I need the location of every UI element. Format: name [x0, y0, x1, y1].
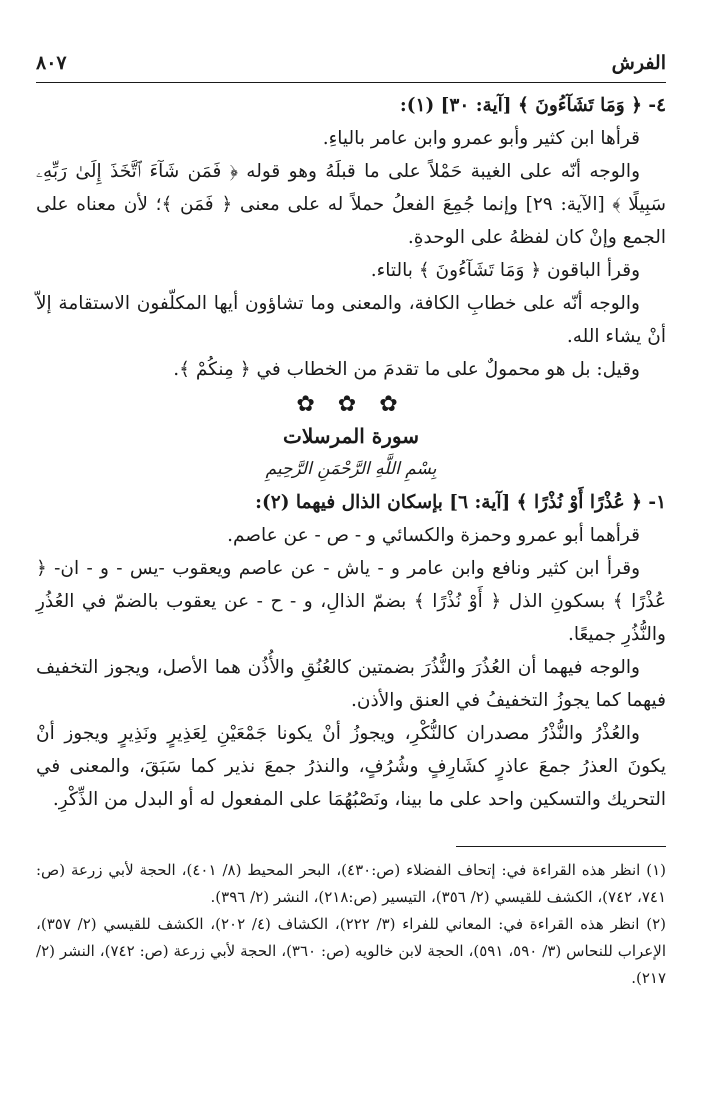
footnote-2: (٢) انظر هذه القراءة في: المعاني للفراء (٣/ ٢٢٢)، الكشاف (٤/ ٢٠٢)، الكشف للقيسي (٢/ ٣٥٧)، الإعراب للنحاس (٣/ ٥٩٠، ٥٩١)، الحجة لابن خالويه (ص: ٣٦٠)، الحجة لأبي زرعة (ص: ٧٤٢)، النشر (٢/ ٢١٧).: [36, 915, 666, 987]
ornament-divider: ✿ ✿ ✿: [296, 392, 406, 417]
paragraph: وقيل: بل هو محمولٌ على ما تقدمَ من الخطاب في ﴿ مِنكُمْ ﴾.: [173, 359, 640, 380]
chapter-title: الفرش: [611, 52, 666, 74]
surah-title: سورة المرسلات: [283, 424, 419, 448]
page-header: [36, 52, 666, 83]
reading-heading-4: ٤- ﴿ وَمَا تَشَآءُونَ ﴾ [آية: ٣٠] (١):: [399, 95, 666, 116]
footnote-separator: [456, 846, 666, 847]
paragraph: والوجه أنّه على الغيبة حَمْلاً على ما قبلَهُ وهو قوله ﴿ فَمَن شَآءَ ٱتَّخَذَ إِلَىٰ رَبِّهِۦ سَبِيلًا ﴾ [الآية: ٢٩] وإنما جُمِعَ الفعلُ حملاً له على معنى ﴿ فَمَن ﴾؛ لأن معناه على الجمع وإنْ كان لفظهُ على الوحدةِ.: [36, 161, 666, 248]
paragraph: والوجه فيهما أن العُذُرَ والنُّذُرَ بضمتين كالعُنُقِ والأُذُن هما الأصل، ويجوز التخفيف فيهما كما يجوزُ التخفيفُ في العنق والأذن.: [36, 657, 666, 711]
book-page: [36, 52, 666, 992]
footnote-1: (١) انظر هذه القراءة في: إتحاف الفضلاء (ص:٤٣٠)، البحر المحيط (٨/ ٤٠١)، الحجة لأبي زرعة (ص: ٧٤١، ٧٤٢)، الكشف للقيسي (٢/ ٣٥٦)، التيسير (ص:٢١٨)، النشر (٢/ ٣٩٦).: [36, 861, 667, 906]
paragraph: وقرأ ابن كثير ونافع وابن عامر و - ياش - عن عاصم ويعقوب -يس - و - ان- ﴿ عُذْرًا ﴾ بسكونِ الذل ﴿ أَوْ نُذْرًا ﴾ بضمّ الذالِ، و - ح - عن يعقوب بالضمّ في العُذُرِ والنُّذُرِ جميعًا.: [36, 558, 666, 645]
reading-heading-1: ١- ﴿ عُذْرًا أَوْ نُذْرًا ﴾ [آية: ٦] بإسكان الذال فيهما (٢):: [255, 492, 666, 513]
paragraph: وقرأ الباقون ﴿ وَمَا تَشَآءُونَ ﴾ بالتاء.: [370, 260, 640, 281]
page-number: ٨٠٧: [36, 52, 67, 74]
paragraph: قرأهما أبو عمرو وحمزة والكسائي و - ص - عن عاصم.: [227, 525, 640, 546]
basmala-calligraphy: بِسْمِ اللَّهِ الرَّحْمَنِ الرَّحِيمِ: [265, 459, 437, 479]
paragraph: قرأها ابن كثير وأبو عمرو وابن عامر بالياءِ.: [322, 128, 640, 149]
paragraph: والوجه أنّه على خطابِ الكافة، والمعنى وما تشاؤون أيها المكلّفون الاستقامة إلاّ أنْ يشاء الله.: [36, 293, 666, 347]
paragraph: والعُذْرُ والنُّذْرُ مصدران كالنُّكْرِ، ويجوزُ أنْ يكونا جَمْعَيْنِ لِعَذِيرٍ ونَذِيرٍ ويجوز أنْ يكونَ العذرُ جمعَ عاذرٍ كشَارِفٍ وشُرُفٍ، والنذرُ جمعَ نذير كما سَبَقَ، والمعنى في التحريك والتسكين واحد على ما بينا، ونَصْبُهُمَا على المفعول له أو البدل من الذِّكْرِ.: [36, 723, 666, 810]
